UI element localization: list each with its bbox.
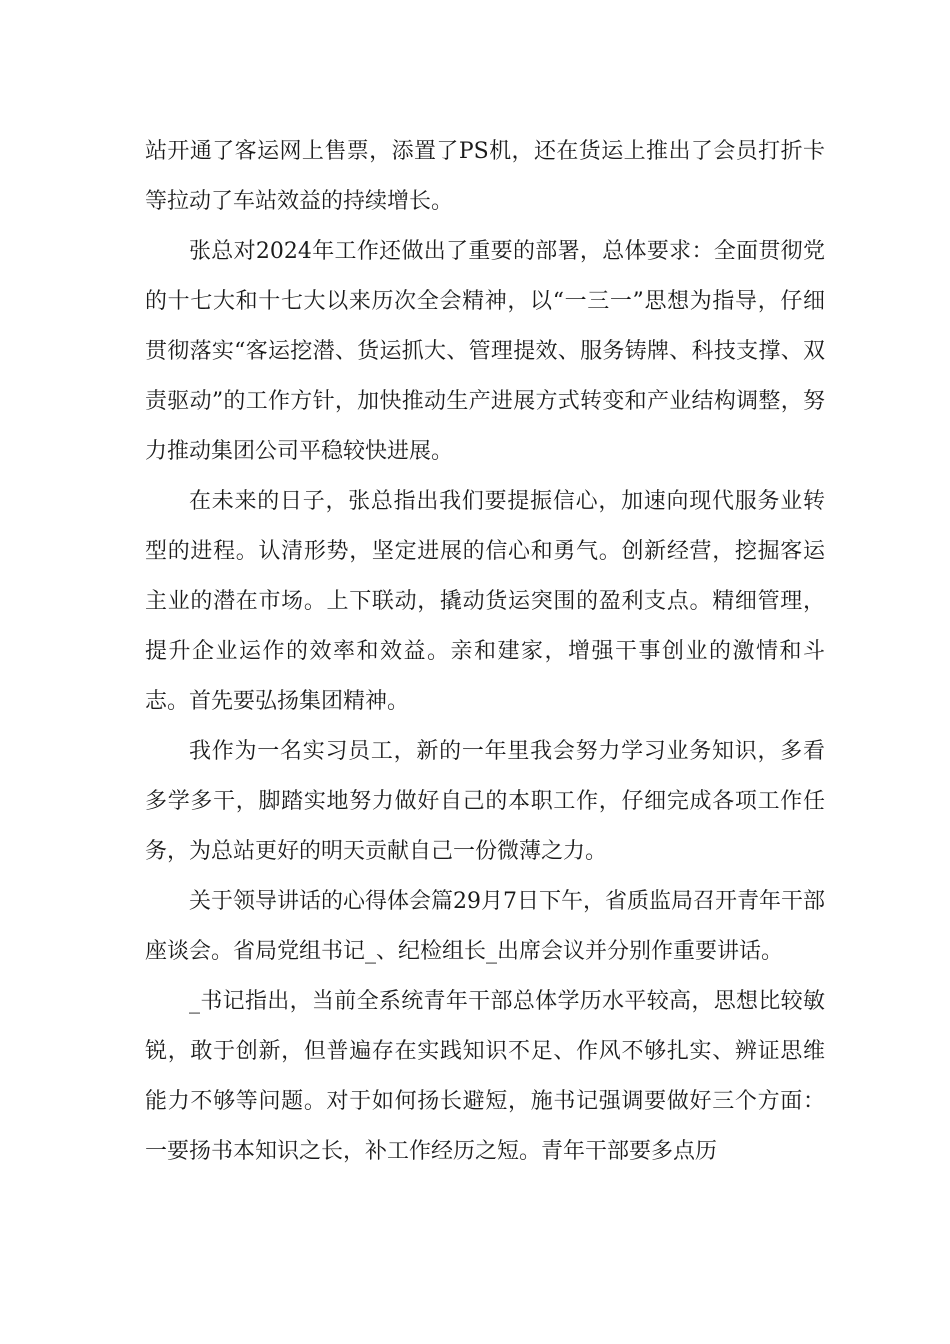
paragraph-3: 在未来的日子，张总指出我们要提振信心，加速向现代服务业转型的进程。认清形势，坚定进展的信心和勇气。创新经营，挖掘客运主业的潜在市场。上下联动，撬动货运突围的盈利支点。精细管理，提升企业运作的效率和效益。亲和建家，增强干事创业的激情和斗志。首先要弘扬集团精神。 xyxy=(145,489,825,714)
paragraph-6: _书记指出，当前全系统青年干部总体学历水平较高，思想比较敏锐，敢于创新，但普遍存在实践知识不足、作风不够扎实、辨证思维能力不够等问题。对于如何扬长避短，施书记强调要做好三个方面：一要扬书本知识之长，补工作经历之短。青年干部要多点历 xyxy=(145,989,825,1164)
paragraph-5: 关于领导讲话的心得体会篇29月7日下午，省质监局召开青年干部座谈会。省局党组书记_、纪检组长_出席会议并分别作重要讲话。 xyxy=(145,889,825,964)
paragraph-1: 站开通了客运网上售票，添置了PS机，还在货运上推出了会员打折卡等拉动了车站效益的持续增长。 xyxy=(145,139,825,214)
paragraph-4: 我作为一名实习员工，新的一年里我会努力学习业务知识，多看多学多干，脚踏实地努力做好自己的本职工作，仔细完成各项工作任务，为总站更好的明天贡献自己一份微薄之力。 xyxy=(145,739,825,864)
paragraph-2: 张总对2024年工作还做出了重要的部署，总体要求：全面贯彻党的十七大和十七大以来历次全会精神，以“一三一”思想为指导，仔细贯彻落实“客运挖潜、货运抓大、管理提效、服务铸牌、科技支撑、双责驱动”的工作方针，加快推动生产进展方式转变和产业结构调整，努力推动集团公司平稳较快进展。 xyxy=(145,239,825,464)
document-page xyxy=(145,127,825,1177)
